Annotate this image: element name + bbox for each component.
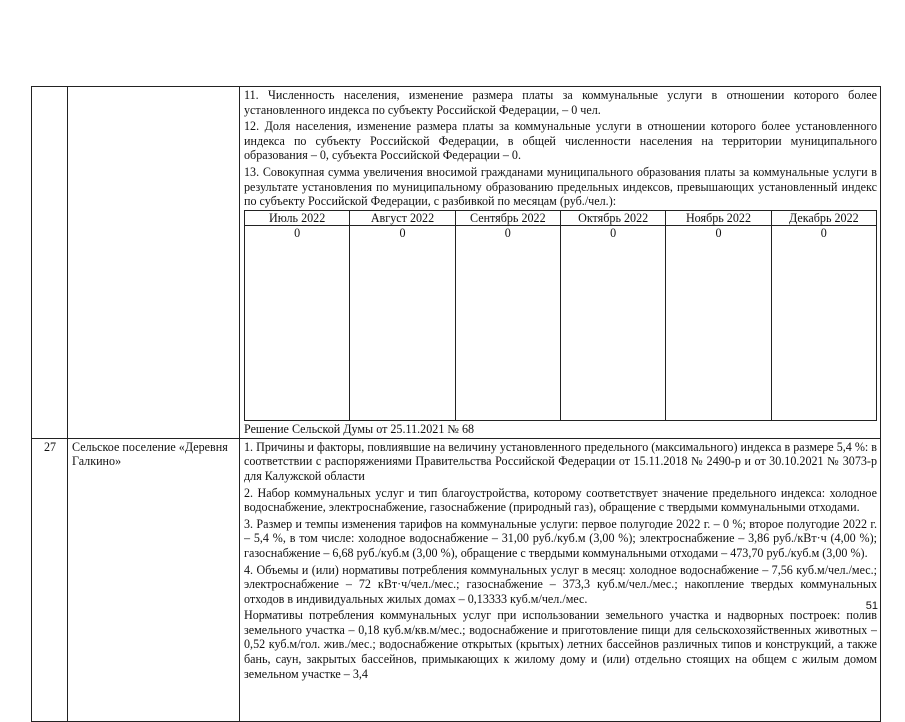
months-values-row: [245, 226, 877, 421]
row-content: [240, 438, 881, 721]
paragraph: 11. Численность населения, изменение размера платы за коммунальные услуги в отношении которого более установленного индекса по субъекту Российской Федерации, – 0 чел.: [244, 88, 877, 117]
row-content-clip: [244, 440, 877, 720]
page-number: 51: [865, 600, 878, 612]
month-value: 0: [455, 226, 560, 421]
table-row: [32, 438, 881, 721]
paragraph: 12. Доля населения, изменение размера платы за коммунальные услуги в отношении которого более установленного индекса по субъекту Российской Федерации, в общей численности населения на территории муниципального образования – 0, субъекта Российской Федерации – 0.: [244, 119, 877, 163]
paragraph: 3. Размер и темпы изменения тарифов на коммунальные услуги: первое полугодие 2022 г. – 0 %; второе полугодие 2022 г. – 5,4 %, в том числе: холодное водоснабжение – 31,00 руб./куб.м (3,00 %); электроснабжение – 3,86 руб./кВт·ч (4,00 %); газоснабжение – 6,68 руб./куб.м (3,00 %), обращение с твердыми коммунальными отходами – 473,70 руб./куб.м (3,00 %).: [244, 516, 877, 560]
decision-reference: Решение Сельской Думы от 25.11.2021 № 68: [244, 422, 475, 437]
paragraph: 13. Совокупная сумма увеличения вносимой гражданами муниципального образования платы за коммунальные услуги в результате установления по муниципальному образованию предельных индексов, превышающих установленный индекс по субъекту Российской Федерации, с разбивкой по месяцам (руб./чел.):: [244, 164, 877, 209]
month-value: 0: [350, 226, 455, 421]
paragraph: 4. Объемы и (или) нормативы потребления коммунальных услуг в месяц: холодное водоснабжение – 7,56 куб.м/чел./мес.; электроснабжение – 72 кВт·ч/чел./мес.; газоснабжение – 373,3 куб.м/чел./мес.; накопление твердых коммунальных отходов в индивидуальных жилых домах – 0,13333 куб.м/чел./мес.: [244, 562, 877, 606]
month-header: Июль 2022: [245, 210, 350, 225]
paragraph: 1. Причины и факторы, повлиявшие на величину установленного предельного (максимального) индекса в размере 5,4 %: в соответствии с распоряжениями Правительства Российской Федерации от 15.11.2018 № 2490-р и от 30.10.2021 № 3073-р для Калужской области: [244, 439, 877, 483]
paragraph: Нормативы потребления коммунальных услуг при использовании земельного участка и надворных построек: полив земельного участка – 0,18 куб.м/кв.м/мес.; водоснабжение и приготовление пищи для сельскохозяйственных животных – 0,52 куб.м/гол. жив./мес.; водоснабжение открытых (крытых) летних бассейнов различных типов и конструкций, а также бань, саун, закрытых бассейнов, примыкающих к жилому дому и (или) отдельно стоящих на общем с жилым домом земельном участке – 3,4: [244, 608, 877, 681]
row-number: [32, 87, 68, 439]
paragraph: 2. Набор коммунальных услуг и тип благоустройства, которому соответствует значение предельного индекса: холодное водоснабжение, электроснабжение, газоснабжение (природный газ), обращение с твердыми коммунальными отходами.: [244, 485, 877, 515]
table-row: [32, 87, 881, 439]
settlement-name: [68, 87, 240, 439]
month-value: 0: [560, 226, 665, 421]
row-content: [240, 87, 881, 439]
month-header: Ноябрь 2022: [666, 210, 771, 225]
month-header: Октябрь 2022: [560, 210, 665, 225]
months-table: [244, 210, 877, 421]
month-value: 0: [666, 226, 771, 421]
month-header: Сентябрь 2022: [455, 210, 560, 225]
row-number: 27: [32, 438, 68, 721]
month-value: 0: [771, 226, 876, 421]
month-header: Август 2022: [350, 210, 455, 225]
months-header-row: [245, 210, 877, 225]
settlement-name: Сельское поселение «Деревня Галкино»: [68, 438, 240, 721]
month-value: 0: [245, 226, 350, 421]
main-table: [31, 86, 881, 722]
month-header: Декабрь 2022: [771, 210, 876, 225]
